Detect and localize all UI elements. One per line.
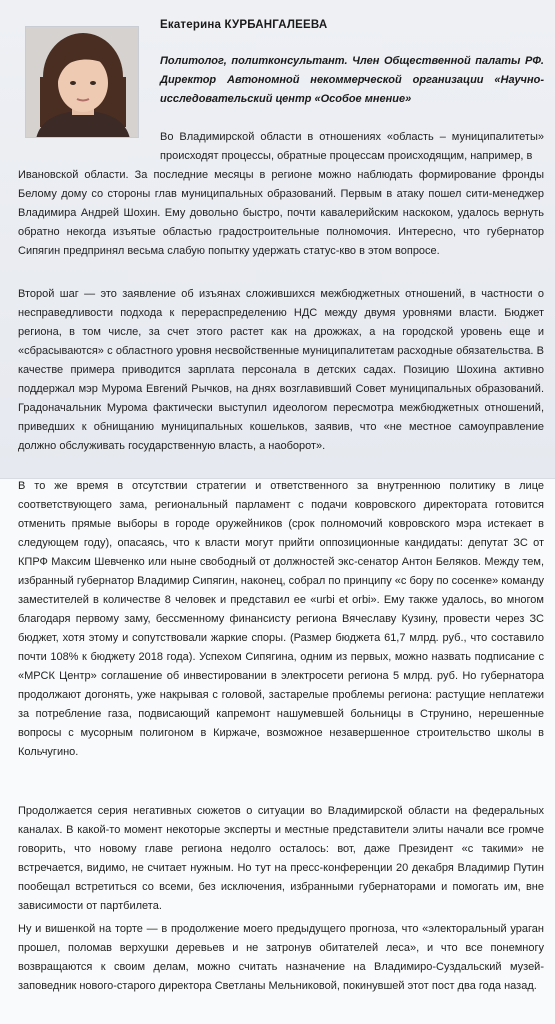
author-name: Екатерина КУРБАНГАЛЕЕВА: [160, 19, 328, 31]
article-paragraph-1-lead: Во Владимирской области в отношениях «область – муниципалитеты» происходят процессы, обратные процессам происходящим, например, в: [160, 131, 544, 162]
article-paragraph-1: Ивановской области. За последние месяцы в регионе можно наблюдать формирование фронды Белому дому со стороны глав муниципальных образований. Первым в атаку пошел сити-менеджер Владимира Андрей Шохин. Ему довольно быстро, почти кавалерийским наскоком, удалось вернуть обратно некогда изъятые областью градостроительные полномочия. Интересно, что губернатор Сипягин предпринял весьма слабую попытку удержать статус-кво в этом вопросе.: [18, 169, 544, 257]
author-bio: Политолог, политконсультант. Член Общественной палаты РФ. Директор Автономной некоммерческой организации «Научно-исследовательский центр «Особое мнение»: [160, 55, 544, 105]
article-paragraph-3: В то же время в отсутствии стратегии и ответственного за внутреннюю политику в лице соответствующего зама, региональный парламент с подачи ковровского директората готовится отменить прямые выборы в городе оружейников (срок полномочий ковровского мэра истекает в следующем году), опасаясь, что к власти могут прийти оппозиционные кандидаты: депутат ЗС от КПРФ Максим Шевченко или ныне свободный от должностей экс-сенатор Антон Беляков. Между тем, избранный губернатор Владимир Сипягин, наконец, собрал по принципу «с бору по сосенке» команду заместителей в количестве 8 человек и представил ее «urbi et orbi». Ему также удалось, во многом благодаря первому заму, бессменному финансисту региона Вячеславу Кузину, провести через ЗС бюджет, хотя этому и сопутствовали жаркие споры. (Размер бюджета 61,7 млрд. руб., что составило почти 108% к бюджету 2018 года). Успехом Сипягина, одним из первых, можно назвать подписание с «МРСК Центр» соглашение об инвестировании в электросети региона 5 млрд. руб. Но губернатора продолжают догонять, уже накрывая с головой, застарелые проблемы региона: растущие неплатежи за потребление газа, подвисающий капремонт нашумевшей больницы в Струнино, нерешенные вопросы с мусорным полигоном в Киржаче, возможное незавершенное строительство школы в Кольчугино.: [18, 480, 544, 758]
author-photo: [25, 26, 139, 138]
article-paragraph-2: Второй шаг — это заявление об изъянах сложившихся межбюджетных отношений, в частности о несправедливости подхода к перераспределению НДС между двумя уровнями власти. Бюджет региона, в том числе, за счет этого растет как на дрожжах, а на городской уровень еще и «сбрасываются» с областного уровня несвойственные муниципалитетам расходные обязательства. В качестве примера приводится зарплата персонала в детских садах. Позицию Шохина активно поддержал мэр Мурома Евгений Рычков, на днях возглавивший Совет муниципальных образований. Градоначальник Мурома фактически выступил идеологом пересмотра межбюджетных отношений, приведших к обнищанию муниципальных кошельков, заявив, что «не местное самоуправление должно обслуживать государственную власть, а наоборот».: [18, 288, 544, 452]
article-paragraph-4: Продолжается серия негативных сюжетов о ситуации во Владимирской области на федеральных каналах. В какой-то момент некоторые эксперты и местные представители элиты начали все громче говорить, что новому главе региона недолго осталось: вот, даже Президент «с такими» не встречается, видимо, не считает нужным. Но тут на пресс-конференции 20 декабря Владимир Путин пообещал встретиться со всеми, без исключения, избранными губернаторами и помогать им, вне зависимости от партбилета.: [18, 805, 544, 912]
article-paragraph-5: Ну и вишенкой на торте — в продолжение моего предыдущего прогноза, что «электоральный ураган прошел, поломав верхушки деревьев и не затронув обитателей леса», и что все понемногу возвращаются к своим делам, можно считать назначение на Владимиро-Суздальский музей-заповедник нового-старого директора Светланы Мельниковой, покинувшей этот пост два года назад.: [18, 923, 544, 992]
author-portrait-image: [26, 27, 139, 138]
